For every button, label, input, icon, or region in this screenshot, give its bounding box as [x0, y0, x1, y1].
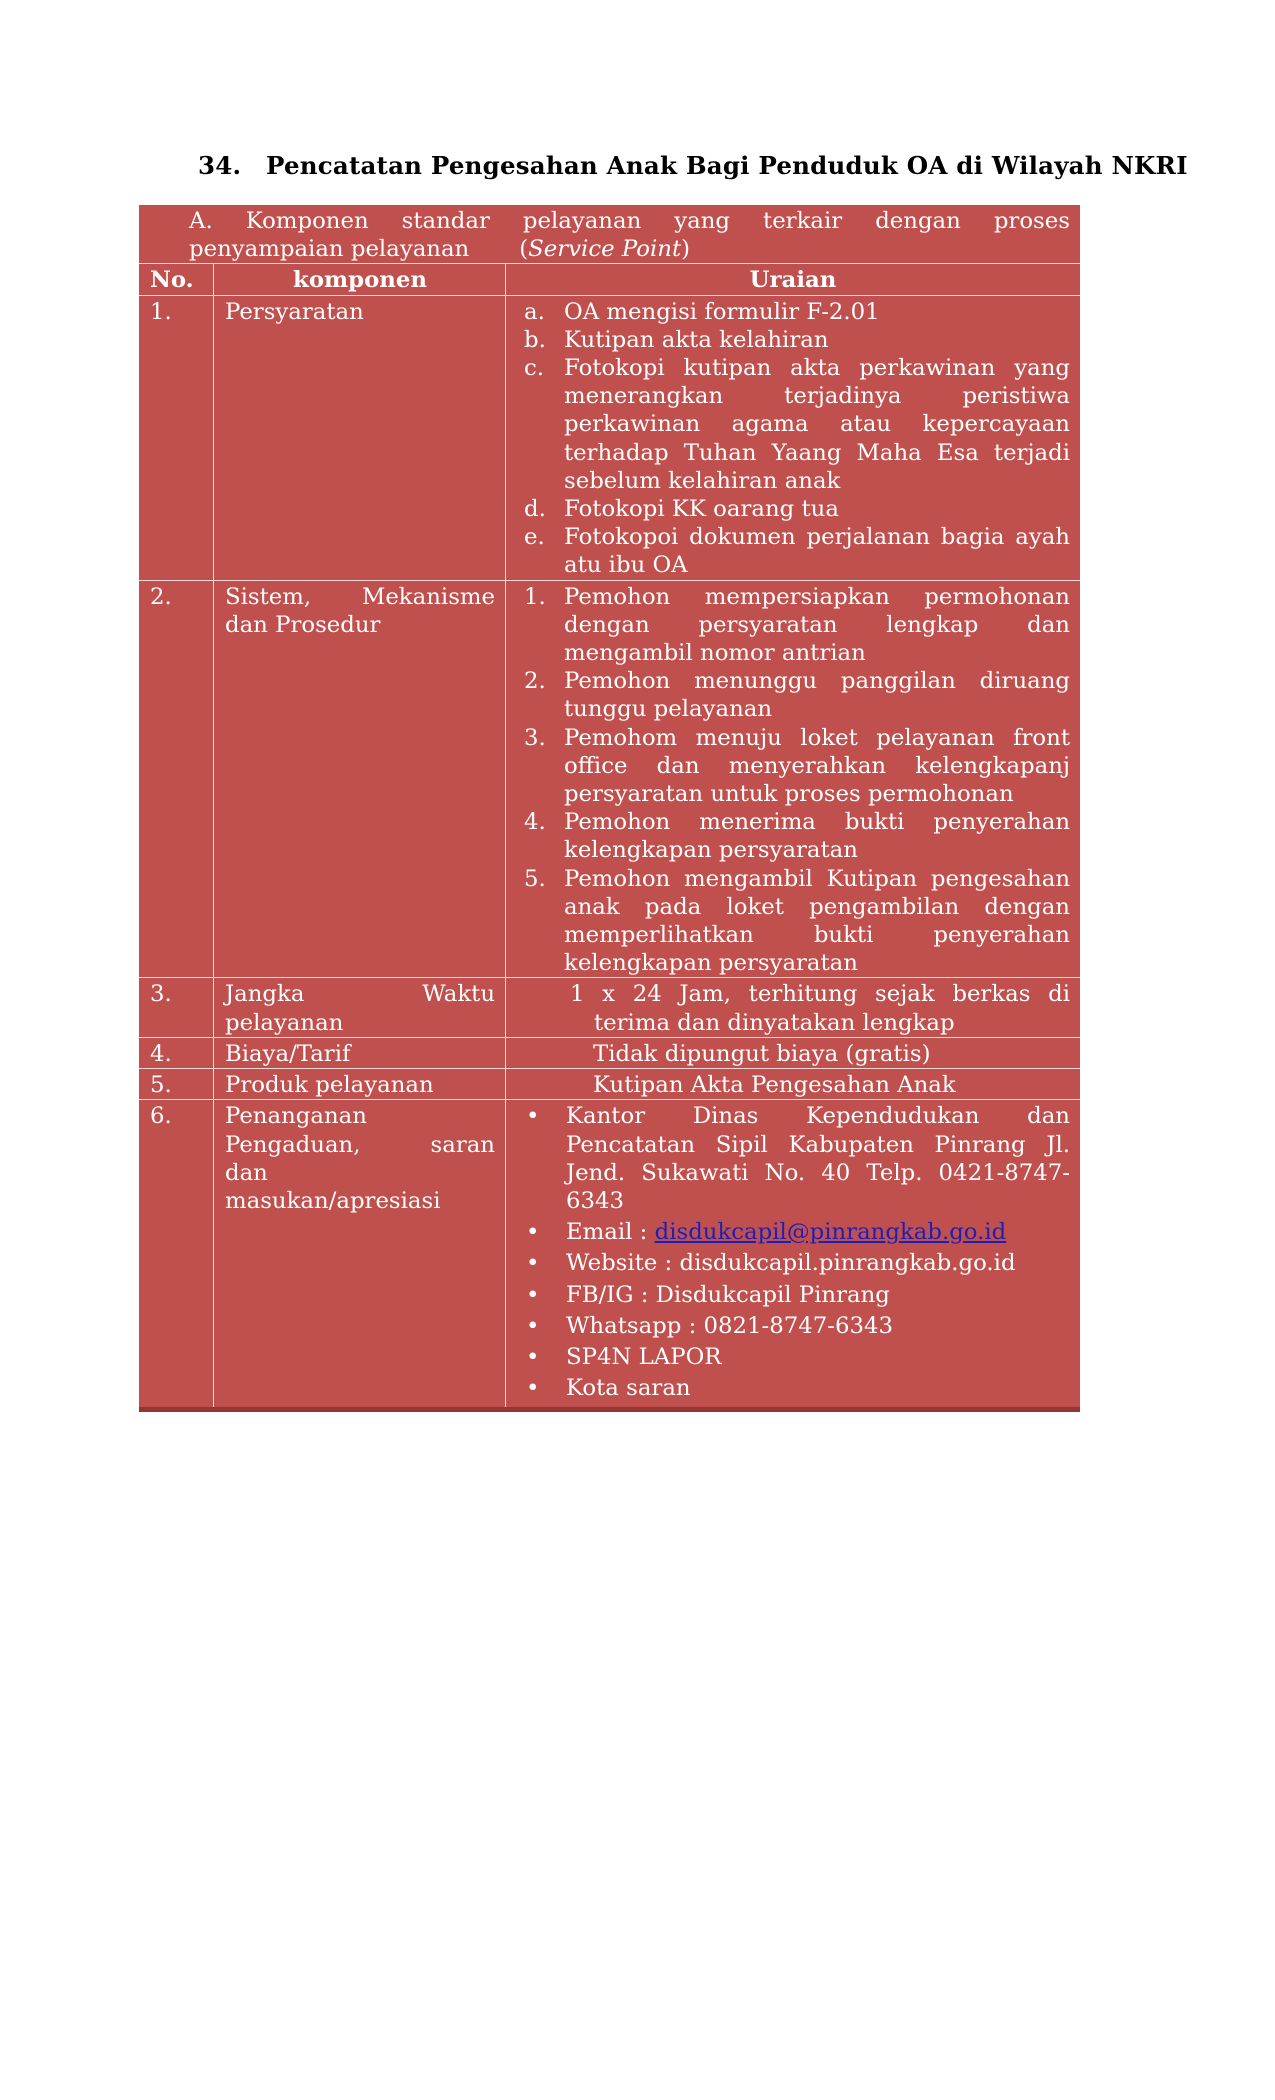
title-text: Pencatatan Pengesahan Anak Bagi Penduduk OA di Wilayah NKRI [266, 151, 1188, 180]
document-title [198, 151, 1188, 180]
header-uraian: Uraian [749, 267, 837, 294]
list-item: • FB/IG : Disdukcapil Pinrang [526, 1281, 890, 1308]
list-item: 4. Pemohon menerima bukti penyerahan kelengkapan persyaratan [524, 809, 1070, 864]
section-header-line2: penyampaian pelayanan ( Service Point ) [189, 236, 691, 263]
header-komponen: komponen [214, 264, 506, 294]
table-row: 5. Produk pelayanan Kutipan Akta Pengesahan Anak [139, 1069, 1080, 1100]
header-no: No. [139, 264, 214, 294]
table-row: 3. Jangka Waktu pelayanan 1 x 24 Jam, terhitung sejak berkas di terima dan dinyatakan lengkap [139, 978, 1080, 1037]
list-item: • Kota saran [526, 1375, 691, 1402]
list-item: • Kantor Dinas Kependudukan dan Pencatatan Sipil Kabupaten Pinrang Jl. Jend. Sukawati No. 40 Telp. 0421-8747-6343 [526, 1103, 1070, 1214]
section-header-line1: A. Komponen standar pelayanan yang terkair dengan proses [189, 208, 1070, 234]
list-item: c. Fotokopi kutipan akta perkawinan yang menerangkan terjadinya peristiwa perkawinan agama atau kepercayaan terhadap Tuhan Yaang Maha Esa terjadi sebelum kelahiran anak [524, 355, 1070, 494]
service-point-label: Service Point [528, 236, 682, 263]
list-item: b. Kutipan akta kelahiran [524, 326, 829, 353]
list-item: e. Fotokopoi dokumen perjalanan bagia ayah atu ibu OA [524, 524, 1070, 579]
list-item: • Whatsapp : 0821-8747-6343 [526, 1312, 893, 1339]
list-item: • Email : disdukcapil@pinrangkab.go.id [526, 1219, 1007, 1246]
table-row: 1. Persyaratan a. OA mengisi formulir F-2.01 b. Kutipan akta kelahiran c. Fotokopi kutipan akta perkawinan yang menerangkan terjadinya peristiwa perkawinan agama atau kepercayaan terhadap Tuhan Yaang Maha Esa terjadi sebelum kelahiran anak d. Fotokopi KK oarang tua e. Fotokopoi dokumen perjalanan bagia ayah atu ibu OA [139, 296, 1080, 581]
list-item: • Website : disdukcapil.pinrangkab.go.id [526, 1250, 1016, 1277]
list-item: 5. Pemohon mengambil Kutipan pengesahan anak pada loket pengambilan dengan memperlihatkan bukti penyerahan kelengkapan persyaratan [524, 865, 1070, 977]
list-item: • SP4N LAPOR [526, 1343, 722, 1370]
title-number: 34. [198, 151, 242, 180]
service-standard-table [139, 205, 1080, 1412]
list-item: 3. Pemohom menuju loket pelayanan front office dan menyerahkan kelengkapanj persyaratan untuk proses permohonan [524, 724, 1070, 808]
list-item: 1. Pemohon mempersiapkan permohonan dengan persyaratan lengkap dan mengambil nomor antrian [524, 583, 1070, 667]
section-header-row [139, 205, 1080, 264]
table-row: 2. Sistem, Mekanisme dan Prosedur 1. Pemohon mempersiapkan permohonan dengan persyaratan lengkap dan mengambil nomor antrian 2. Pemohon menunggu panggilan diruang tunggu pelayanan 3. Pemohom menuju loket pelayanan front office dan menyerahkan kelengkapanj persyaratan untuk proses permohonan 4. Pemohon menerima bukti penyerahan kelengkapan persyaratan 5. Pemohon mengambil Kutipan pengesahan anak pada loket pengambilan dengan memperlihatkan bukti penyerahan kelengkapan persyaratan [139, 581, 1080, 979]
table-row: 4. Biaya/Tarif Tidak dipungut biaya (gratis) [139, 1038, 1080, 1069]
list-item: a. OA mengisi formulir F-2.01 [524, 298, 880, 325]
table-row: 6. Penanganan Pengaduan, saran dan masukan/apresiasi • Kantor Dinas Kependudukan dan Pencatatan Sipil Kabupaten Pinrang Jl. Jend. Sukawati No. 40 Telp. 0421-8747-6343 • Email : disdukcapil@pinrangkab.go.id • Website : disdukcapil.pinrangkab.go.id • FB/IG : Disdukcapil Pinrang • Whatsapp : 0821-8747-6343 • SP4N LAPOR • Kota saran [139, 1100, 1080, 1407]
email-link[interactable]: disdukcapil@pinrangkab.go.id [654, 1219, 1007, 1246]
list-item: 2. Pemohon menunggu panggilan diruang tunggu pelayanan [524, 668, 1070, 723]
table-header-row [139, 264, 1080, 295]
list-item: d. Fotokopi KK oarang tua [524, 496, 839, 523]
